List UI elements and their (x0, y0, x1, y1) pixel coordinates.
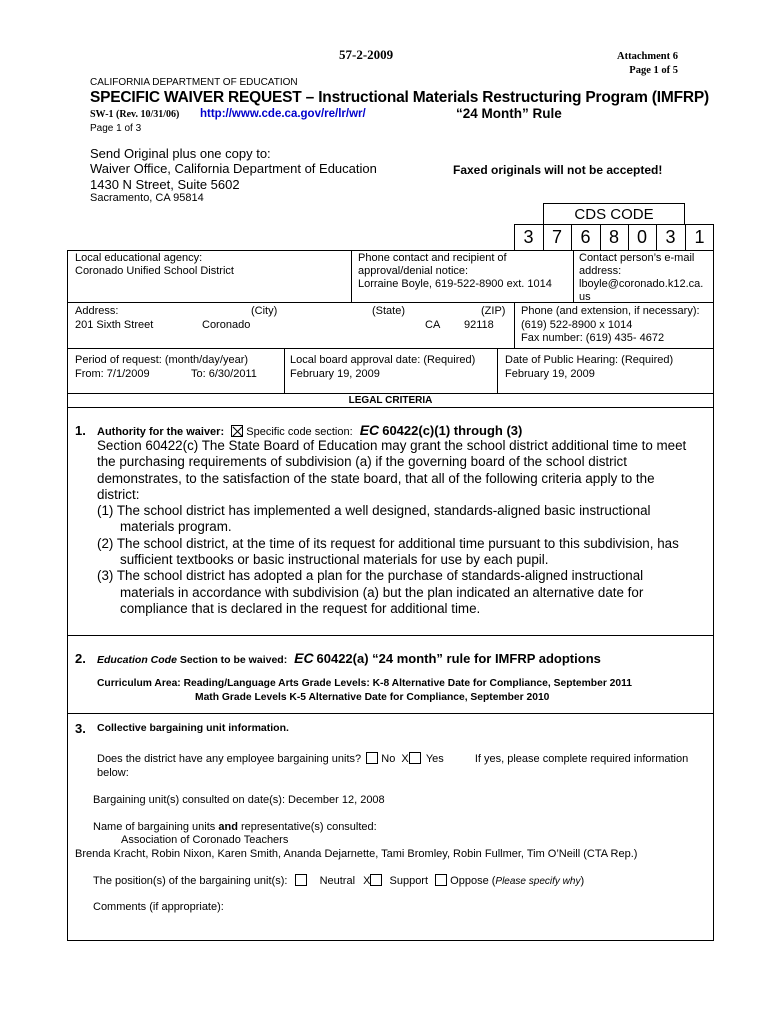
support-x-mark: X (363, 875, 371, 887)
cds-digit: 8 (608, 227, 619, 247)
section-1-text: the purchasing requirements of subdivision (a) if the governing board of the school district (97, 454, 627, 470)
attachment-label: Attachment 6 (617, 51, 678, 62)
send-line-1: Send Original plus one copy to: (90, 146, 271, 161)
cds-digit: 3 (665, 227, 676, 247)
section-1-text: demonstrates, to the satisfaction of the state board, that all of the following criteria apply to the (97, 470, 655, 486)
position-row (93, 874, 584, 889)
city-value: Coronado (202, 319, 251, 331)
oppose-close: ) (580, 875, 585, 887)
cds-digit: 7 (551, 227, 562, 247)
cds-code-label: CDS CODE (574, 206, 654, 223)
public-hearing-value: February 19, 2009 (505, 368, 595, 380)
section-1-text: district: (97, 486, 140, 502)
no-label: No (381, 753, 396, 765)
section-1-code: 60422(c)(1) through (3) (382, 423, 523, 438)
waiver-url-link[interactable]: http://www.cde.ca.gov/re/lr/wr/ (200, 108, 366, 120)
section-waived-label: Section to be waived: (179, 654, 288, 666)
bargaining-question-row (97, 752, 688, 766)
cds-digit: 3 (523, 227, 534, 247)
below-text: below: (97, 767, 129, 779)
board-approval-label: Local board approval date: (Required) (290, 354, 476, 366)
section-1-text: Section 60422(c) The State Board of Education may grant the school district additional time to meet (97, 438, 687, 453)
representatives-list: Brenda Kracht, Robin Nixon, Karen Smith, Ananda Dejarnette, Tami Bromley, Robin Fullmer, Tim O’Neill (CTA Rep.) (75, 848, 638, 860)
cds-code-header (543, 203, 685, 225)
yes-label: Yes (425, 753, 444, 765)
support-checkbox[interactable] (370, 874, 382, 886)
criterion-1-cont: materials program. (120, 519, 232, 535)
oppose-checkbox[interactable] (435, 874, 447, 886)
specific-code-label: Specific code section: (246, 426, 353, 438)
address-label: Address: (75, 305, 119, 317)
legal-criteria-title: LEGAL CRITERIA (348, 395, 433, 406)
section-3-number: 3. (75, 721, 86, 736)
section-2-heading (97, 649, 601, 669)
criterion-3-cont: materials in accordance with subdivision (a) but the plan indicated an alternative date for (120, 584, 644, 600)
public-hearing-label: Date of Public Hearing: (Required) (505, 354, 674, 366)
email-label-1: Contact person’s e-mail (579, 252, 695, 264)
names-label-and: and (218, 821, 238, 833)
period-label: Period of request: (month/day/year) (75, 354, 249, 366)
curriculum-area-1: Curriculum Area: Reading/Language Arts Grade Levels: K-8 Alternative Date for Compliance, September 2011 (97, 678, 633, 689)
send-line-2: Waiver Office, California Department of Education (90, 161, 377, 176)
yes-checkbox[interactable] (409, 752, 421, 764)
names-label-b: representative(s) consulted: (240, 821, 377, 833)
phone-ext-value: (619) 522-8900 x 1014 (521, 319, 633, 331)
phone-contact-label-1: Phone contact and recipient of (358, 252, 507, 264)
address-value: 201 Sixth Street (75, 319, 154, 331)
bargaining-question: Does the district have any employee bargaining units? (97, 753, 362, 765)
state-label: (State) (372, 305, 406, 317)
names-label-a: Name of bargaining units (93, 821, 216, 833)
neutral-checkbox[interactable] (295, 874, 307, 886)
period-to: To: 6/30/2011 (191, 368, 257, 380)
neutral-label: Neutral (319, 875, 356, 887)
rule-title: “24 Month” Rule (456, 106, 562, 121)
cds-digit: 6 (580, 227, 591, 247)
phone-ext-label: Phone (and extension, if necessary): (521, 305, 700, 317)
form-page: Page 1 of 3 (90, 123, 142, 134)
email-label-2: address: (579, 265, 622, 277)
lea-label: Local educational agency: (75, 252, 203, 264)
board-approval-value: February 19, 2009 (290, 368, 380, 380)
comments-label: Comments (if appropriate): (93, 901, 224, 913)
no-x-mark: X (401, 753, 409, 765)
section-3-title: Collective bargaining unit information. (97, 722, 289, 734)
period-from: From: 7/1/2009 (75, 368, 150, 380)
curriculum-area-2: Math Grade Levels K-5 Alternative Date for Compliance, September 2010 (195, 692, 550, 703)
section-1-ec: EC (359, 422, 380, 438)
oppose-note: Please specify why (495, 876, 581, 887)
no-checkbox[interactable] (366, 752, 378, 764)
email-value-1: lboyle@coronado.k12.ca. (579, 278, 704, 290)
support-label: Support (389, 875, 429, 887)
header-date: 57-2-2009 (339, 47, 394, 62)
association-name: Association of Coronado Teachers (121, 834, 289, 846)
phone-contact-label-2: approval/denial notice: (358, 265, 469, 277)
criterion-3-cont: compliance that is declared in the request for additional time. (120, 600, 481, 616)
consulted-dates: Bargaining unit(s) consulted on date(s): December 12, 2008 (93, 794, 385, 806)
section-1-number: 1. (75, 423, 86, 438)
department-name: CALIFORNIA DEPARTMENT OF EDUCATION (90, 77, 298, 88)
criterion-2-cont: sufficient textbooks or basic instructional materials for use by each pupil. (120, 552, 549, 568)
oppose-label: Oppose ( (450, 875, 496, 887)
form-id: SW-1 (Rev. 10/31/06) (90, 109, 180, 120)
section-2-ec: EC (294, 650, 314, 666)
cds-digit: 1 (694, 227, 705, 247)
phone-contact-value: Lorraine Boyle, 619-522-8900 ext. 1014 (358, 278, 552, 290)
section-1-body (97, 438, 712, 617)
fax-number: Fax number: (619) 435- 4672 (521, 332, 665, 344)
city-label: (City) (251, 305, 278, 317)
if-yes-note: If yes, please complete required information (474, 753, 689, 765)
position-label: The position(s) of the bargaining unit(s): (93, 875, 288, 887)
lea-value: Coronado Unified School District (75, 265, 234, 277)
email-value-2: us (579, 291, 591, 303)
criterion-3: (3) The school district has adopted a plan for the purchase of standards-aligned instructional (97, 568, 644, 584)
attachment-page: Page 1 of 5 (629, 65, 678, 76)
zip-value: 92118 (464, 319, 494, 331)
zip-label: (ZIP) (481, 305, 506, 317)
education-code-label: Education Code (97, 654, 177, 666)
authority-label: Authority for the waiver: (97, 426, 225, 438)
criterion-1: (1) The school district has implemented a well designed, standards-aligned basic instructional (97, 503, 651, 519)
cds-digit: 0 (636, 227, 647, 247)
send-line-3: 1430 N Street, Suite 5602 (90, 177, 240, 192)
bargaining-names-label (93, 821, 377, 833)
form-title: SPECIFIC WAIVER REQUEST – Instructional Materials Restructuring Program (IMFRP) (90, 89, 709, 106)
specific-code-checkbox[interactable] (231, 425, 243, 437)
section-2-value: 60422(a) “24 month” rule for IMFRP adoptions (316, 651, 601, 666)
fax-notice: Faxed originals will not be accepted! (453, 163, 663, 177)
send-line-4: Sacramento, CA 95814 (90, 192, 204, 204)
criterion-2: (2) The school district, at the time of its request for additional time pursuant to this subdivision, has (97, 535, 679, 551)
state-value: CA (425, 319, 441, 331)
section-2-number: 2. (75, 651, 86, 666)
